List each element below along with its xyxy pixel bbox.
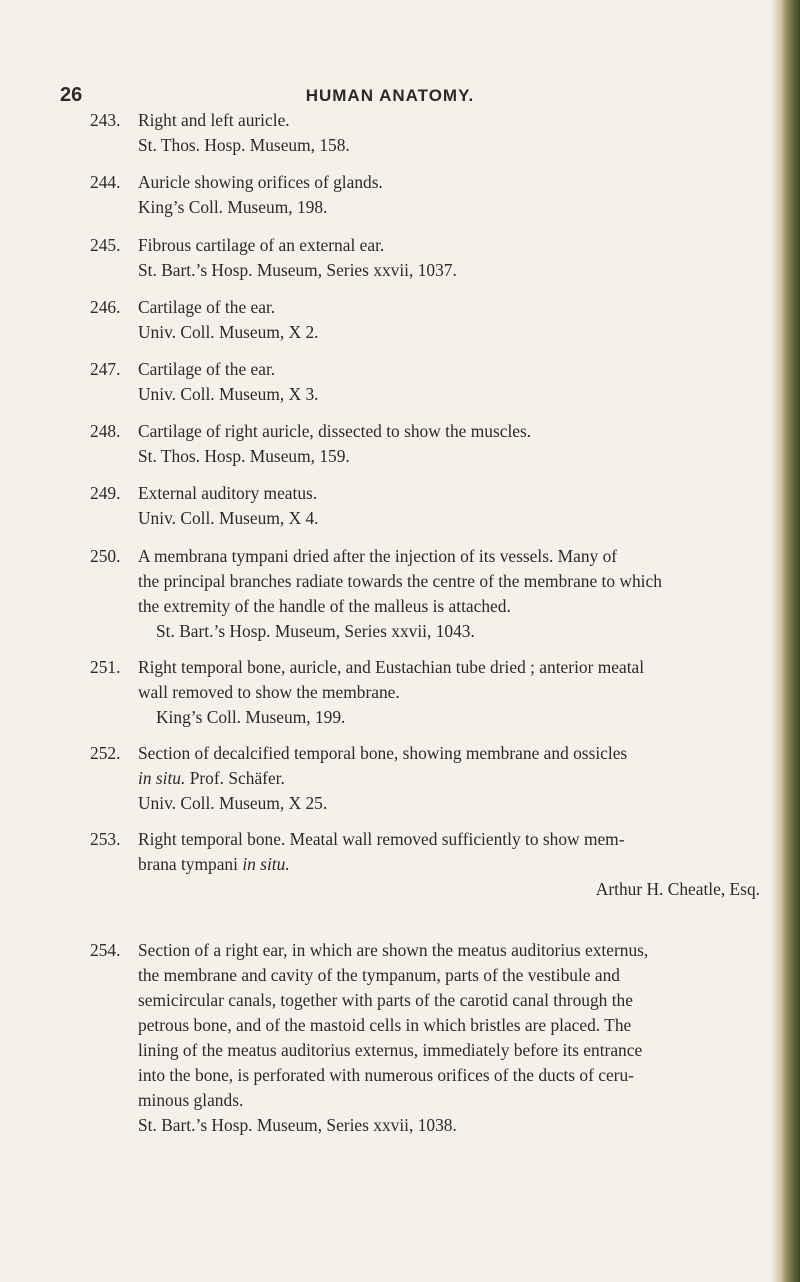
- entry-source: Univ. Coll. Museum, X 3.: [138, 384, 319, 404]
- entry-number: 246.: [90, 297, 121, 317]
- catalogue-entry: [90, 295, 770, 345]
- entry-description: Right and left auricle.: [138, 110, 290, 130]
- entry-source: St. Thos. Hosp. Museum, 159.: [138, 446, 350, 466]
- entry-number: 247.: [90, 359, 121, 379]
- entry-source: St. Bart.’s Hosp. Museum, Series xxvii, 1038.: [138, 1115, 457, 1135]
- catalogue-entry: [90, 357, 770, 407]
- entry-number: 248.: [90, 421, 121, 441]
- entry-description-line: [138, 852, 770, 877]
- catalogue-entry: [90, 233, 770, 283]
- entry-source: Arthur H. Cheatle, Esq.: [595, 879, 760, 899]
- entry-text: brana tympani: [138, 854, 243, 874]
- entry-description: Cartilage of the ear.: [138, 359, 276, 379]
- entry-source: Univ. Coll. Museum, X 25.: [138, 793, 328, 813]
- entry-credit: Prof. Schäfer.: [185, 768, 285, 788]
- catalogue-entry: [90, 170, 770, 220]
- entry-description-line: [138, 766, 770, 791]
- entry-number: 252.: [90, 743, 121, 763]
- catalogue-entry: [90, 938, 770, 1138]
- entry-source: St. Thos. Hosp. Museum, 158.: [138, 135, 350, 155]
- entry-description: Fibrous cartilage of an external ear.: [138, 235, 385, 255]
- page-number: 26: [60, 84, 83, 106]
- entry-description-line: A membrana tympani dried after the injection of its vessels. Many of: [138, 546, 618, 566]
- entry-description-line: Right temporal bone. Meatal wall removed sufficiently to show mem-: [138, 829, 625, 849]
- entry-source: Univ. Coll. Museum, X 2.: [138, 322, 319, 342]
- entry-description: Auricle showing orifices of glands.: [138, 172, 383, 192]
- running-head: HUMAN ANATOMY.: [305, 86, 475, 105]
- entry-number: 253.: [90, 829, 121, 849]
- entry-source: St. Bart.’s Hosp. Museum, Series xxvii, 1037.: [138, 260, 457, 280]
- italic-phrase: in situ.: [242, 854, 290, 874]
- catalogue-entry: [90, 481, 770, 531]
- catalogue-entry: [90, 108, 770, 158]
- entry-number: 244.: [90, 172, 121, 192]
- entry-description-line: Right temporal bone, auricle, and Eustachian tube dried ; anterior meatal: [138, 657, 645, 677]
- catalogue-entry: [90, 827, 770, 902]
- catalogue-entry: [90, 655, 770, 730]
- catalogue-entry: [90, 419, 770, 469]
- entry-description-line: the principal branches radiate towards the centre of the membrane to which: [138, 571, 662, 591]
- italic-phrase: in situ.: [138, 768, 186, 788]
- entry-description-line: Section of decalcified temporal bone, showing membrane and ossicles: [138, 743, 628, 763]
- entry-number: 254.: [90, 940, 121, 960]
- catalogue-entry: [90, 544, 770, 644]
- entry-source: King’s Coll. Museum, 199.: [156, 707, 346, 727]
- entry-description-line: Section of a right ear, in which are shown the meatus auditorius externus,: [138, 940, 649, 960]
- entry-description-line: lining of the meatus auditorius externus, immediately before its entrance: [138, 1040, 643, 1060]
- entry-description-line: the membrane and cavity of the tympanum, parts of the vestibule and: [138, 965, 620, 985]
- entry-description: Cartilage of the ear.: [138, 297, 276, 317]
- entry-description-line: petrous bone, and of the mastoid cells in which bristles are placed. The: [138, 1015, 632, 1035]
- entry-description-line: semicircular canals, together with parts of the carotid canal through the: [138, 990, 633, 1010]
- entry-number: 250.: [90, 546, 121, 566]
- entry-description-line: minous glands.: [138, 1090, 244, 1110]
- catalogue-entry: [90, 741, 770, 816]
- entry-description-line: wall removed to show the membrane.: [138, 682, 400, 702]
- entry-number: 243.: [90, 110, 121, 130]
- page-edge: [772, 0, 800, 1282]
- entry-description-line: into the bone, is perforated with numerous orifices of the ducts of ceru-: [138, 1065, 634, 1085]
- entry-number: 245.: [90, 235, 121, 255]
- entry-number: 251.: [90, 657, 121, 677]
- entry-description: External auditory meatus.: [138, 483, 318, 503]
- entry-description: Cartilage of right auricle, dissected to show the muscles.: [138, 421, 532, 441]
- entry-source: St. Bart.’s Hosp. Museum, Series xxvii, 1043.: [156, 621, 475, 641]
- entry-source: Univ. Coll. Museum, X 4.: [138, 508, 319, 528]
- entry-source: King’s Coll. Museum, 198.: [138, 197, 328, 217]
- entry-description-line: the extremity of the handle of the malleus is attached.: [138, 596, 511, 616]
- entry-number: 249.: [90, 483, 121, 503]
